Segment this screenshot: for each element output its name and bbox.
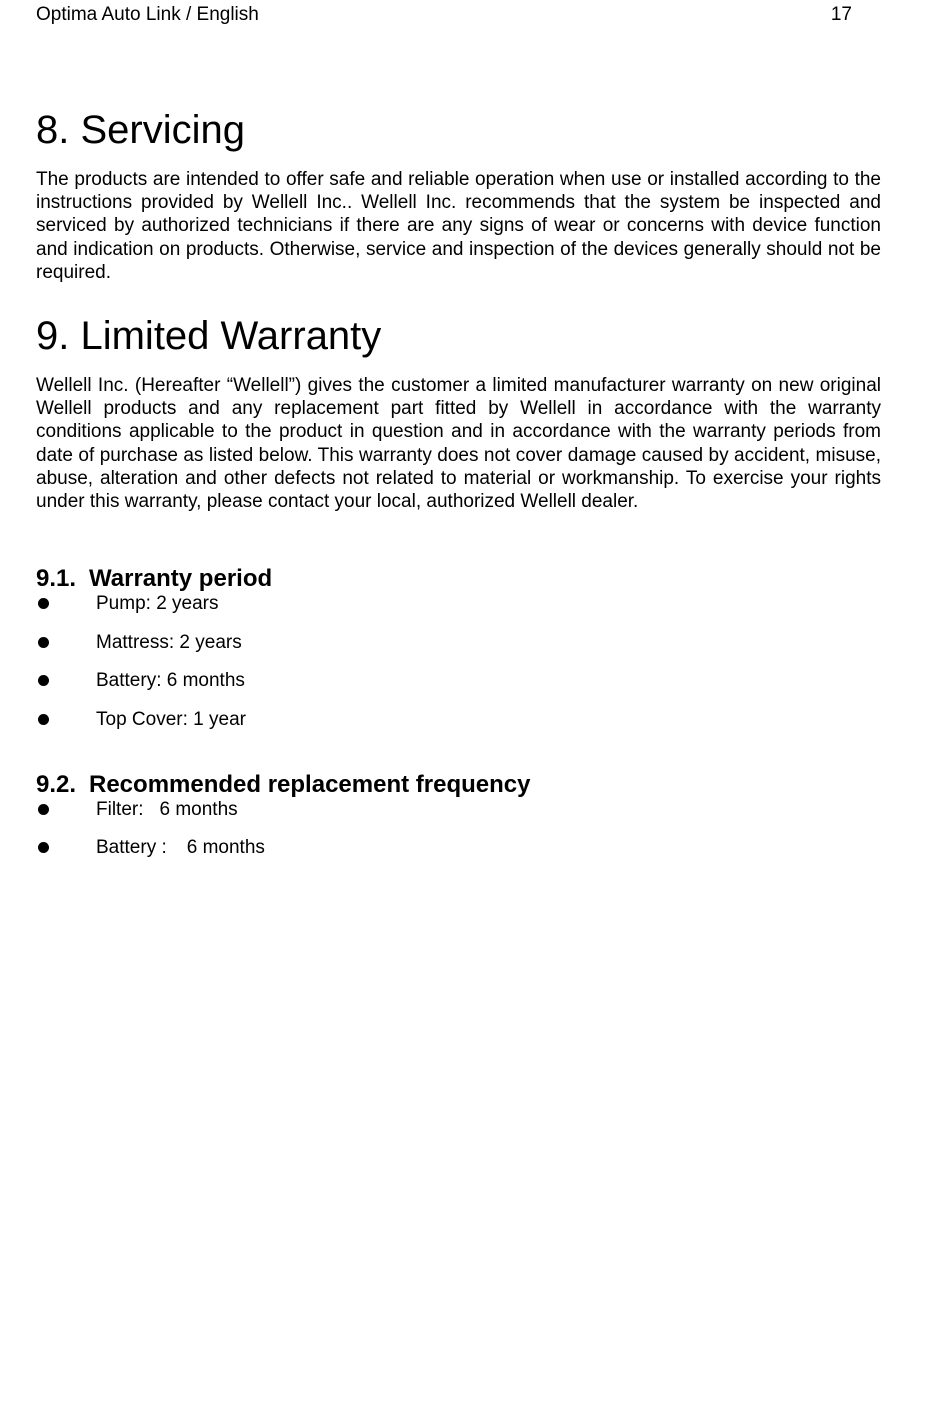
document-body (36, 106, 881, 859)
list-item (36, 632, 881, 654)
bullet-icon (38, 637, 49, 648)
servicing-paragraph: The products are intended to offer safe and reliable operation when use or installed according to the instructions provided by Wellell Inc.. Wellell Inc. recommends that the system be inspected and serviced by authorized technicians if there are any signs of wear or concerns with device function and indication on products. Otherwise, service and inspection of the devices generally should not be required. (36, 169, 881, 283)
list-item-value: 6 months (159, 798, 238, 820)
list-item-label: Battery : (96, 837, 167, 859)
list-item-label: Filter: (96, 798, 144, 820)
list-item (36, 593, 881, 615)
list-item-value: 6 months (186, 837, 265, 859)
list-item-text: Mattress: 2 years (96, 631, 242, 653)
section-heading-limited-warranty: 9. Limited Warranty (36, 314, 382, 359)
list-item (36, 799, 881, 821)
section-heading-servicing: 8. Servicing (36, 108, 245, 152)
list-item-text: Battery: 6 months (96, 670, 245, 692)
subsection-number: 9.1. (36, 565, 77, 593)
subsection-heading-warranty-period (36, 565, 881, 593)
list-item (36, 670, 881, 692)
replacement-frequency-list (36, 799, 881, 860)
subsection-number: 9.2. (36, 770, 77, 798)
bullet-icon (38, 714, 49, 725)
subsection-title: Warranty period (89, 565, 273, 593)
bullet-icon (38, 804, 49, 815)
warranty-period-list (36, 593, 881, 731)
document-title: Optima Auto Link / English (36, 4, 259, 25)
subsection-heading-replacement-frequency (36, 771, 881, 799)
bullet-icon (38, 842, 49, 853)
warranty-paragraph: Wellell Inc. (Hereafter “Wellell”) gives the customer a limited manufacturer warranty on new original Wellell products and any replacement part fitted by Wellell in accordance with the warranty conditions applicable to the product in question and in accordance with the warranty periods from date of purchase as listed below. This warranty does not cover damage caused by accident, misuse, abuse, alteration and other defects not related to material or workmanship. To exercise your rights under this warranty, please contact your local, authorized Wellell dealer. (36, 375, 881, 513)
list-item-text: Top Cover: 1 year (96, 708, 246, 730)
list-item-text: Pump: 2 years (96, 593, 219, 615)
page-number: 17 (830, 4, 852, 25)
list-item (36, 709, 881, 731)
bullet-icon (38, 675, 49, 686)
list-item (36, 837, 881, 859)
bullet-icon (38, 598, 49, 609)
subsection-title: Recommended replacement frequency (89, 770, 531, 798)
